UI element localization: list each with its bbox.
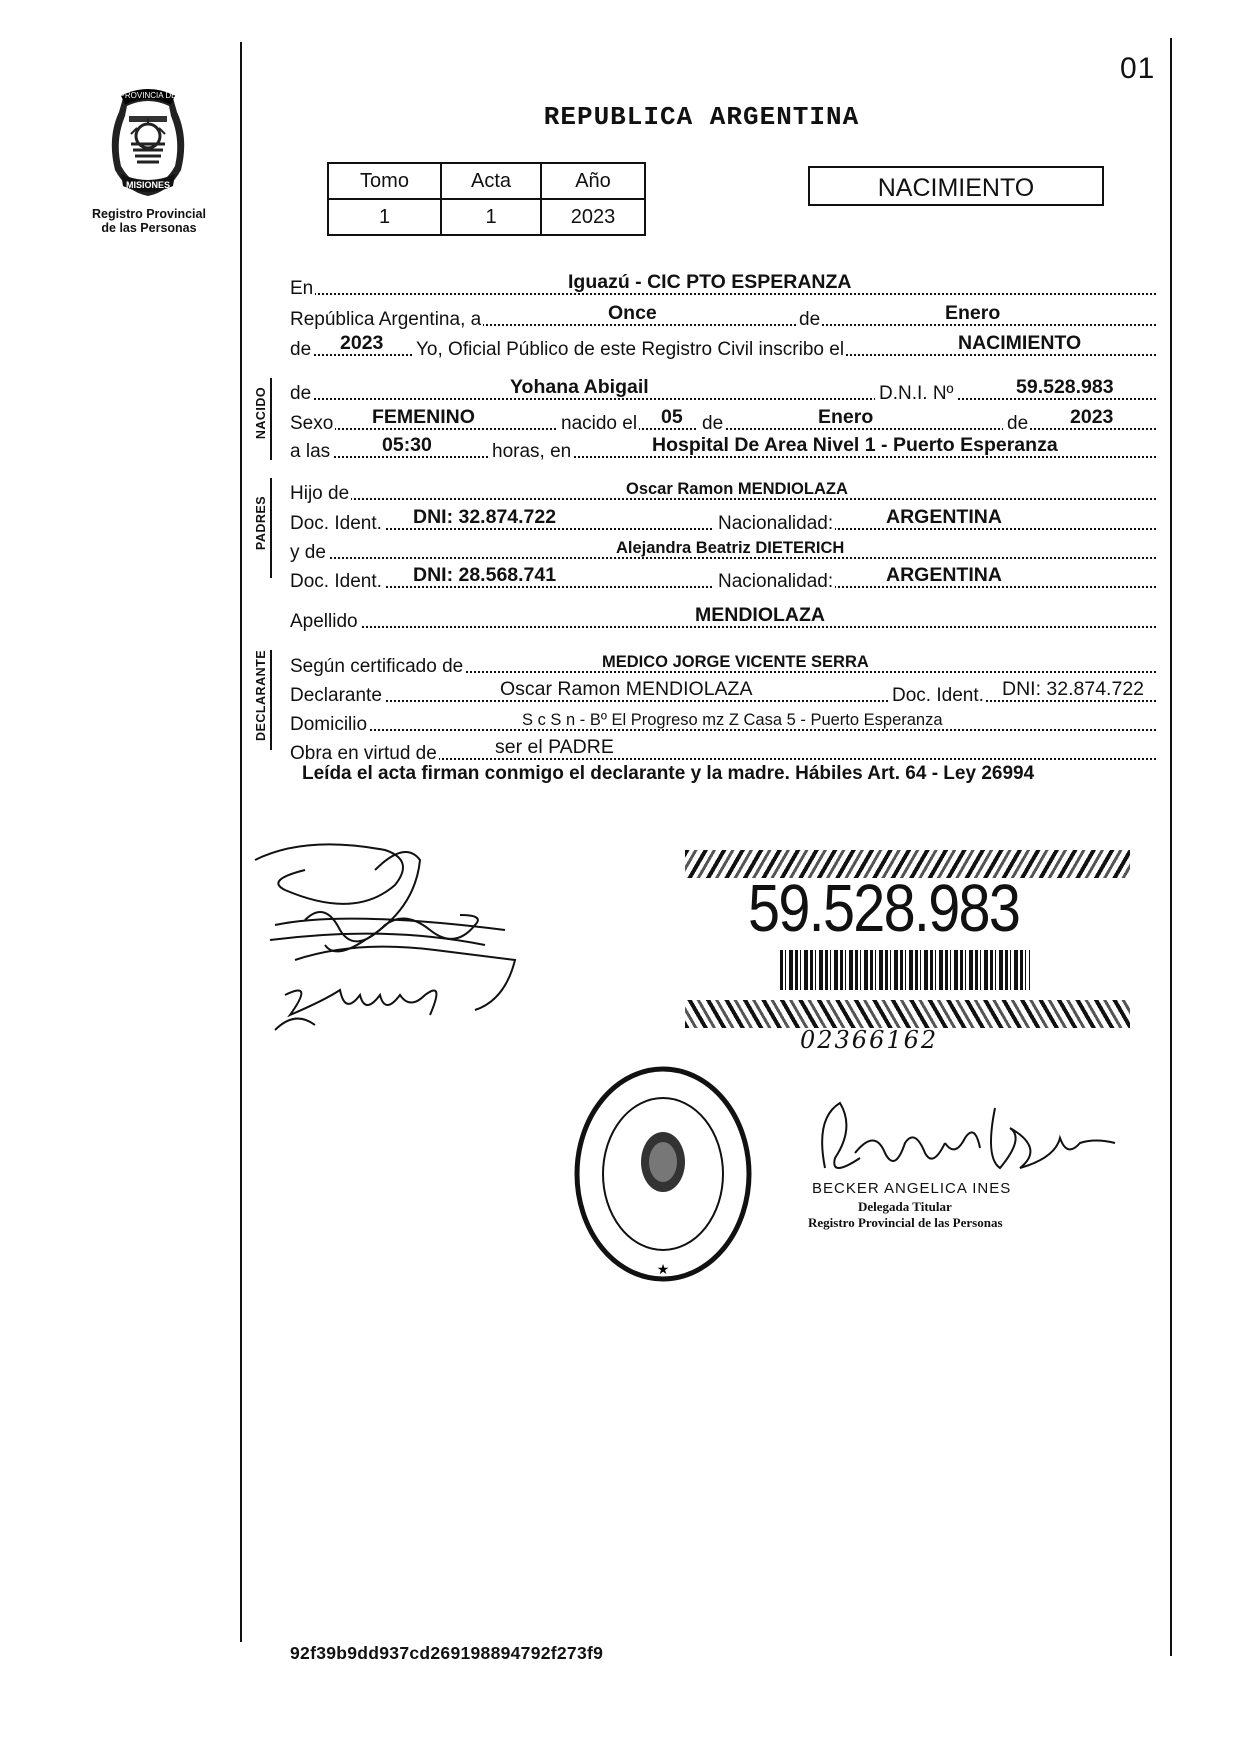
label-de-month: de: [796, 309, 822, 331]
value-nombre: Yohana Abigail: [510, 376, 649, 398]
value-mes-inscripcion: Enero: [945, 302, 1001, 324]
right-margin-line: [1170, 38, 1172, 1656]
label-doc-ident-2: Doc. Ident.: [290, 571, 382, 592]
logo-caption-line-2: de las Personas: [101, 221, 197, 235]
sticker-pattern-bottom: [685, 1000, 1130, 1028]
value-certificado: MEDICO JORGE VICENTE SERRA: [602, 653, 869, 671]
label-apellido: Apellido: [290, 611, 358, 632]
value-mes-nacimiento: Enero: [818, 406, 874, 428]
row-apellido: [290, 603, 1156, 633]
label-en: En: [290, 278, 314, 299]
value-padre-nacionalidad: ARGENTINA: [886, 506, 1002, 528]
label-nacido-el: nacido el: [557, 413, 639, 435]
label-hijo-de: Hijo de: [290, 483, 350, 504]
label-dni: D.N.I. Nº: [875, 383, 956, 405]
dni-sticker-number: 59.528.983: [748, 871, 1020, 946]
label-nacionalidad-2: Nacionalidad:: [714, 571, 835, 593]
side-label-declarante: DECLARANTE: [254, 649, 268, 741]
label-nacionalidad-1: Nacionalidad:: [714, 513, 835, 535]
record-type-box: NACIMIENTO: [808, 166, 1104, 206]
value-apellido: MENDIOLAZA: [695, 604, 825, 626]
row-fecha-inscripcion: [290, 301, 1156, 331]
header-acta: Acta: [441, 163, 541, 199]
value-anio: 2023: [541, 199, 645, 235]
registry-table-values: [328, 199, 645, 235]
value-madre-nacionalidad: ARGENTINA: [886, 564, 1002, 586]
label-republica: República Argentina, a: [290, 309, 482, 330]
value-acta: 1: [441, 199, 541, 235]
value-anio-nacimiento: 2023: [1070, 406, 1114, 428]
row-madre-doc: [290, 563, 1156, 593]
value-tipo: NACIMIENTO: [958, 332, 1082, 354]
label-declarante: Declarante: [290, 685, 382, 706]
row-inscribo: [290, 331, 1156, 361]
value-sexo: FEMENINO: [372, 406, 475, 428]
value-madre: Alejandra Beatriz DIETERICH: [616, 539, 845, 557]
page-number: 01: [1120, 52, 1156, 85]
declarante-bracket: [270, 650, 272, 750]
signature-role: Delegada Titular: [858, 1199, 952, 1214]
handwritten-number: 02366162: [800, 1026, 939, 1054]
label-yo-oficial: Yo, Oficial Público de este Registro Civil inscribo el: [412, 339, 846, 361]
signature-name: BECKER ANGELICA INES: [812, 1180, 1012, 1197]
label-de-b2: de: [1003, 413, 1030, 435]
value-lugar-nacimiento: Hospital De Area Nivel 1 - Puerto Esperanza: [652, 434, 1058, 456]
logo-caption: [74, 207, 224, 235]
row-hora-lugar: [290, 433, 1156, 463]
logo-top-text: PROVINCIA DE: [119, 91, 177, 100]
label-horas-en: horas, en: [488, 441, 573, 463]
row-certificado: [290, 648, 1156, 678]
nacido-bracket: [270, 378, 272, 460]
label-de-b1: de: [698, 413, 725, 435]
label-segun-certificado: Según certificado de: [290, 656, 464, 677]
value-padre-doc: DNI: 32.874.722: [413, 506, 557, 528]
label-a-las: a las: [290, 441, 331, 462]
value-padre: Oscar Ramon MENDIOLAZA: [626, 480, 848, 498]
header-anio: Año: [541, 163, 645, 199]
header-tomo: Tomo: [328, 163, 441, 199]
value-dni: 59.528.983: [1016, 376, 1114, 398]
label-de-name: de: [290, 383, 312, 404]
left-margin-line: [240, 42, 242, 1642]
row-nombre: [290, 375, 1156, 405]
side-label-nacido: NACIDO: [254, 386, 268, 440]
value-anio-inscripcion: 2023: [340, 332, 384, 354]
row-obra: [290, 735, 1156, 765]
label-doc-ident-1: Doc. Ident.: [290, 513, 382, 534]
document-hash: 92f39b9dd937cd269198894792f273f9: [290, 1643, 604, 1663]
value-declarante-doc: DNI: 32.874.722: [1002, 678, 1145, 700]
row-sexo: [290, 405, 1156, 435]
side-label-padres: PADRES: [254, 495, 268, 551]
row-declarante: [290, 677, 1156, 707]
row-padre: [290, 475, 1156, 505]
value-tomo: 1: [328, 199, 441, 235]
signature-office: Registro Provincial de las Personas: [808, 1215, 1003, 1230]
value-dia-inscripcion: Once: [608, 302, 657, 324]
value-lugar: Iguazú - CIC PTO ESPERANZA: [568, 271, 852, 293]
label-y-de: y de: [290, 542, 326, 563]
barcode: [780, 950, 1030, 990]
value-domicilio: S c S n - Bº El Progreso mz Z Casa 5 - Puerto Esperanza: [522, 711, 943, 729]
logo-caption-line-1: Registro Provincial: [92, 207, 206, 221]
seal-star: ★: [656, 1261, 670, 1277]
value-madre-doc: DNI: 28.568.741: [413, 564, 557, 586]
declarant-signature-icon: [245, 830, 545, 1040]
provincial-logo: [88, 88, 208, 205]
row-padre-doc: [290, 505, 1156, 535]
row-domicilio: [290, 706, 1156, 736]
row-madre: [290, 534, 1156, 564]
value-declarante: Oscar Ramon MENDIOLAZA: [500, 678, 753, 700]
label-domicilio: Domicilio: [290, 714, 368, 735]
label-obra-en-virtud: Obra en virtud de: [290, 743, 437, 764]
reading-statement: Leída el acta firman conmigo el declarante y la madre. Hábiles Art. 64 - Ley 26994: [302, 763, 1035, 784]
misiones-coat-of-arms-icon: [93, 88, 203, 200]
row-lugar: [290, 270, 1156, 300]
page-title: REPUBLICA ARGENTINA: [543, 102, 860, 132]
registry-table: [327, 162, 646, 236]
registrar-signature-icon: [805, 1098, 1125, 1188]
value-dia-nacimiento: 05: [661, 406, 683, 428]
official-seal-icon: [568, 1062, 758, 1287]
registry-table-header: [328, 163, 645, 199]
logo-bottom-text: MISIONES: [125, 180, 171, 190]
value-obra-en-virtud: ser el PADRE: [495, 736, 614, 758]
padres-bracket: [270, 478, 272, 578]
label-doc-ident-3: Doc. Ident.: [888, 685, 986, 707]
label-sexo: Sexo: [290, 413, 334, 434]
value-hora: 05:30: [382, 434, 432, 456]
label-de-year: de: [290, 339, 312, 360]
